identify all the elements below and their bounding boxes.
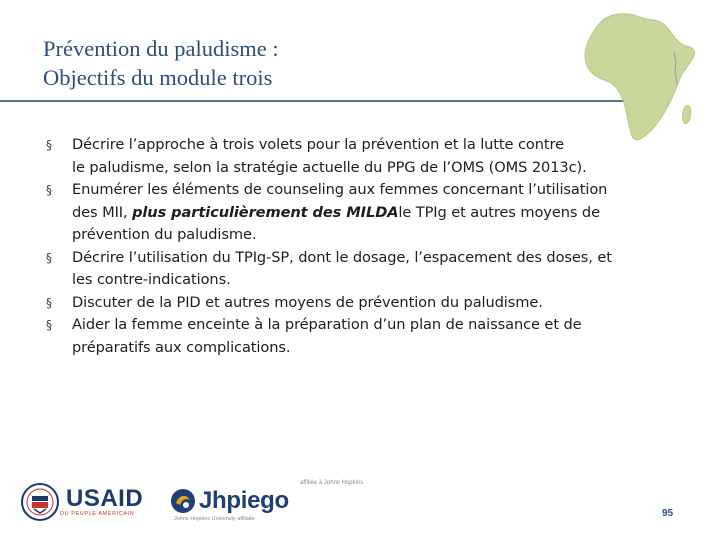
page-number: 95 <box>662 508 674 519</box>
bullet-line: Enumérer les éléments de counseling aux femmes concernant l’utilisation <box>72 181 608 198</box>
jhpiego-emblem-icon <box>170 488 196 514</box>
list-item <box>46 292 686 315</box>
africa-map-icon <box>582 10 700 146</box>
slide-title <box>43 34 583 92</box>
usaid-logo <box>20 482 143 522</box>
list-item <box>46 134 686 179</box>
list-item <box>46 179 686 247</box>
bullet-line: le paludisme, selon la stratégie actuelle du PPG de l’OMS (OMS 2013c). <box>72 158 587 176</box>
bullet-line: des MII, <box>72 203 133 221</box>
bullet-marker-icon: § <box>46 318 52 332</box>
slide-title-line1: Prévention du paludisme : <box>43 36 279 61</box>
list-item <box>46 247 686 292</box>
jhpiego-tagline: Johns Hopkins University affiliate <box>174 516 255 522</box>
bullet-line: Décrire l’utilisation du TPIg-SP, dont le dosage, l’espacement des doses, et <box>72 248 612 266</box>
bullet-marker-icon: § <box>46 183 52 197</box>
jhpiego-wordmark: Jhpiego <box>199 487 289 514</box>
list-item <box>46 314 686 359</box>
bullet-line: le TPIg et autres moyens de <box>398 203 600 221</box>
bullet-line: préparatifs aux complications. <box>72 338 291 356</box>
title-divider <box>0 100 625 102</box>
usaid-wordmark: USAID <box>66 484 144 512</box>
bullet-line: les contre-indications. <box>72 271 231 288</box>
bullet-marker-icon: § <box>46 250 52 265</box>
bullet-line: Discuter de la PID et autres moyens de prévention du paludisme. <box>72 293 543 311</box>
usaid-seal-icon <box>20 482 60 522</box>
bullet-line: Décrire l’approche à trois volets pour la prévention et la lutte contre <box>72 136 564 153</box>
bullet-line: prévention du paludisme. <box>72 226 257 243</box>
bullet-marker-icon: § <box>46 295 52 310</box>
bullet-line: Aider la femme enceinte à la préparation d’un plan de naissance et de <box>72 316 582 333</box>
slide-title-line2: Objectifs du module trois <box>43 65 273 90</box>
jhpiego-affiliation: affiliée à Johns Hopkins <box>300 480 364 486</box>
bullet-emphasis: plus particulièrement des MILDA <box>132 203 399 221</box>
bullet-marker-icon: § <box>46 138 52 152</box>
objectives-list <box>46 134 686 359</box>
usaid-tagline: DU PEUPLE AMERICAIN <box>60 510 135 517</box>
